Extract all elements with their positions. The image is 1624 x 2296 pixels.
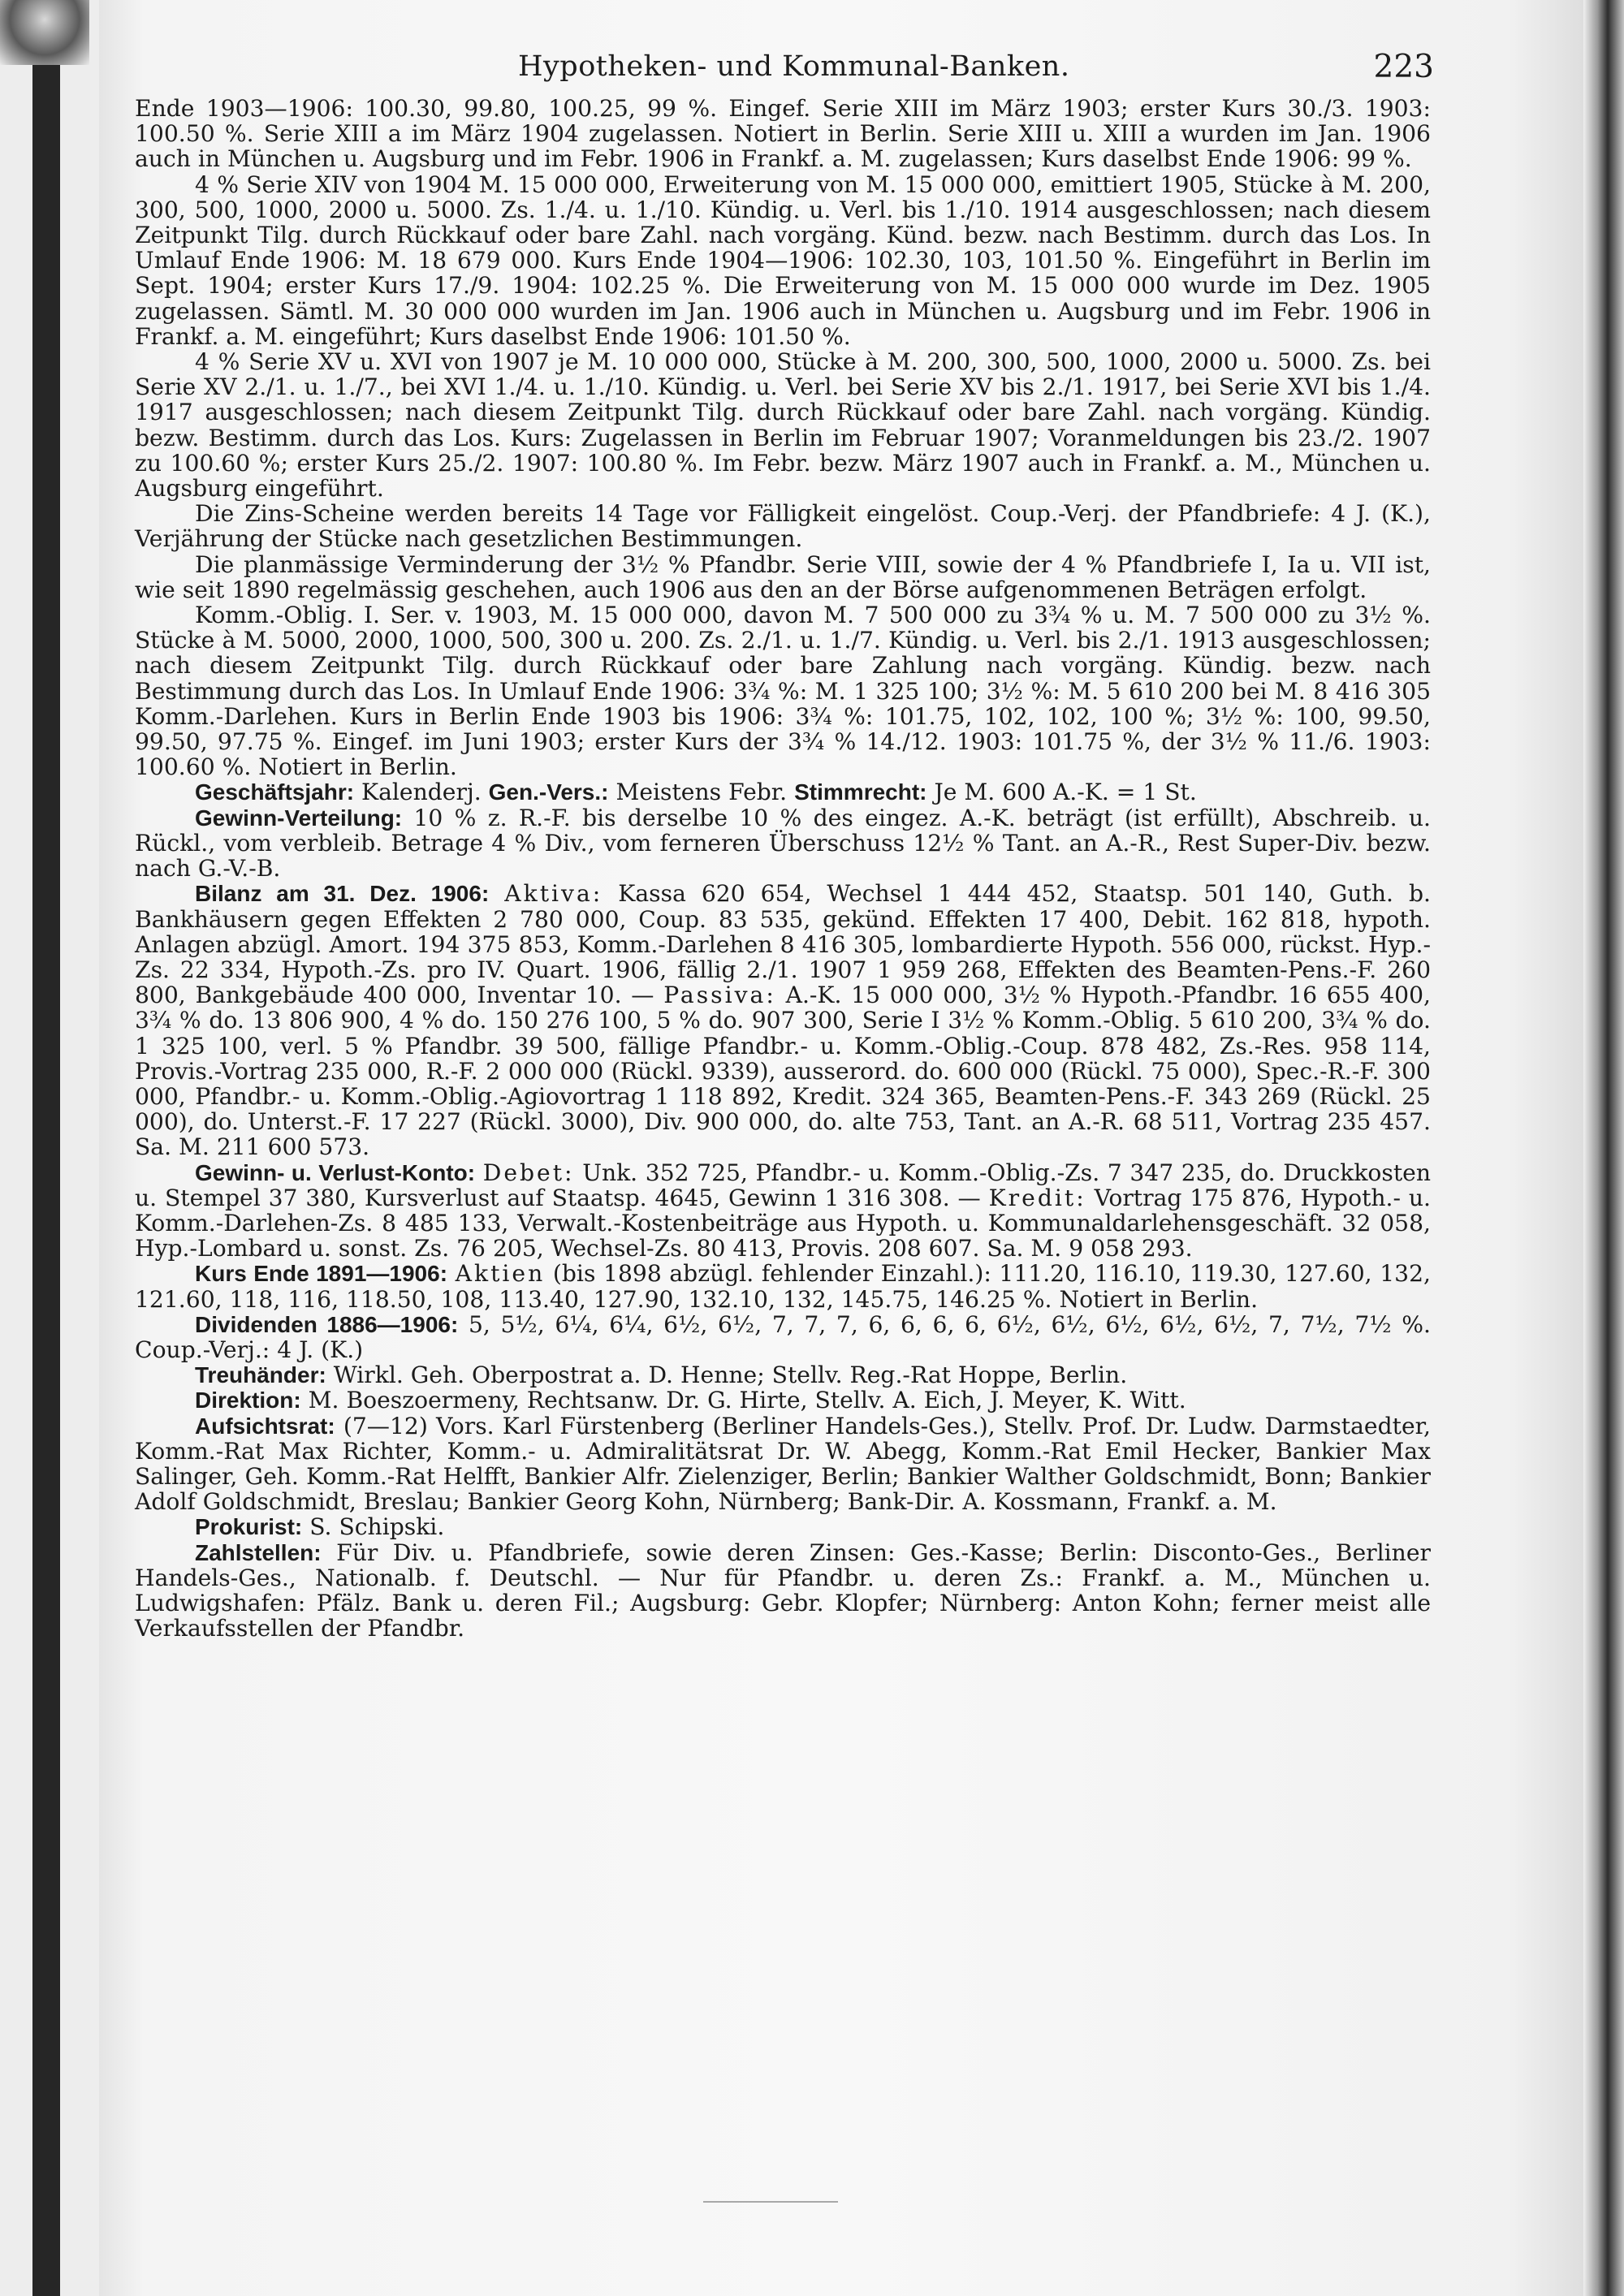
entry-direktion: [135, 1388, 1431, 1413]
entry-text: Kassa 620 654, Wechsel 1 444 452, Staatsp. 501 140, Guth. b. Bankhäusern gegen Effekten 2 780 000, Coup. 83 535, gekünd. Effekten 17 400, Debit. 162 818, hypoth. Anlagen abzügl. Amort. 194 375 853, Komm.-Darlehen 8 416 305, lombardierte Hypoth. 556 000, rückst. Hyp.-Zs. 22 334, Hypoth.-Zs. pro IV. Quart. 1906, fällig 2./1. 1907 1 959 268, Effekten des Beamten-Pens.-F. 260 800, Bankgebäude 400 000, Inventar 10. —: [135, 880, 1431, 1009]
entry-text: 10 % z. R.-F. bis derselbe 10 % des eingez. A.-K. beträgt (ist erfüllt), Abschreib. u. Rückl., vom verbleib. Betrage 4 % Div., vom ferneren Überschuss 12½ % Tant. an A.-R., Rest Super-Div. bezw. nach G.-V.-B.: [135, 804, 1431, 883]
footer-rule: [703, 2201, 838, 2203]
entry-text: Je M. 600 A.-K. = 1 St.: [934, 779, 1197, 806]
entry-sublabel: Kredit:: [988, 1184, 1086, 1211]
entry-text: Meistens Febr.: [615, 779, 788, 806]
entry-sublabel: Aktien: [455, 1260, 546, 1288]
running-title: Hypotheken- und Kommunal-Banken.: [518, 50, 1070, 83]
scan-right-edge: [1583, 0, 1624, 2296]
entry-label: Zahlstellen:: [195, 1539, 322, 1565]
entry-text: M. Boeszoermeny, Rechtsanw. Dr. G. Hirte, Stellv. A. Eich, J. Meyer, K. Witt.: [308, 1387, 1186, 1414]
entry-sublabel: Passiva:: [663, 982, 776, 1009]
paragraph-verminderung: Die planmässige Verminderung der 3½ % Pfandbr. Serie VIII, sowie der 4 % Pfandbriefe I, Ia u. VII ist, wie seit 1890 regelmässig geschehen, auch 1906 aus den an der Börse aufgenommenen Beträgen erfolgt.: [135, 550, 1431, 603]
entry-text: Unk. 352 725, Pfandbr.- u. Komm.-Oblig.-Zs. 7 347 235, do. Druckkosten u. Stempel 37 380, Kursverlust auf Staatsp. 4645, Gewinn 1 316 308. —: [135, 1159, 1431, 1211]
entry-label: Gen.-Vers.:: [488, 779, 609, 805]
entry-label: Aufsichtsrat:: [195, 1413, 335, 1439]
entry-zahlstellen: [135, 1540, 1431, 1642]
page-header: [135, 45, 1434, 86]
entry-text: (7—12) Vors. Karl Fürstenberg (Berliner Handels-Ges.), Stellv. Prof. Dr. Ludw. Darmstaedter, Komm.-Rat Max Richter, Komm.- u. Admiralitätsrat Dr. W. Abegg, Komm.-Rat Emil Hecker, Bankier Max Salinger, Geh. Komm.-Rat Helfft, Bankier Alfr. Zielenziger, Berlin; Bankier Walther Goldschmidt, Bonn; Bankier Adolf Goldschmidt, Breslau; Bankier Georg Kohn, Nürnberg; Bank-Dir. A. Kossmann, Frankf. a. M.: [135, 1412, 1431, 1516]
page-number: 223: [1373, 49, 1434, 85]
entry-bilanz: [135, 881, 1431, 1159]
entry-aufsichtsrat: [135, 1413, 1431, 1515]
paragraph-serie-xiii: Ende 1903—1906: 100.30, 99.80, 100.25, 99 %. Eingef. Serie XIII im März 1903; erster Kurs 30./3. 1903: 100.50 %. Serie XIII a im März 1904 zugelassen. Notiert in Berlin. Serie XIII u. XIII a wurden im Jan. 1906 auch in München u. Augsburg und im Febr. 1906 in Frankf. a. M. zugelassen; Kurs daselbst Ende 1906: 99 %.: [135, 95, 1431, 173]
entry-text: Kalenderj.: [361, 779, 482, 806]
entry-text: (bis 1898 abzügl. fehlender Einzahl.): 111.20, 116.10, 119.30, 127.60, 132, 121.60, 118, 116, 118.50, 108, 113.40, 127.90, 132.10, 132, 145.75, 146.25 %. Notiert in Berlin.: [135, 1260, 1431, 1313]
page-body: [135, 96, 1431, 1641]
entry-label: Stimmrecht:: [794, 779, 927, 805]
entry-label: Direktion:: [195, 1388, 301, 1413]
entry-gewinn-verteilung: [135, 805, 1431, 882]
entry-dividenden: [135, 1312, 1431, 1362]
entry-label: Prokurist:: [195, 1514, 303, 1540]
paragraph-serie-xv-xvi: 4 % Serie XV u. XVI von 1907 je M. 10 000 000, Stücke à M. 200, 300, 500, 1000, 2000 u. 5000. Zs. bei Serie XV 2./1. u. 1./7., bei XVI 1./4. u. 1./10. Kündig. u. Verl. bei Serie XV bis 2./1. 1917, bei Serie XVI bis 1./4. 1917 ausgeschlossen; nach diesem Zeitpunkt Tilg. durch Rückkauf oder bare Zahl. nach vorgäng. Kündig. bezw. Bestimm. durch das Los. Kurs: Zugelassen in Berlin im Februar 1907; Voranmeldungen bis 23./2. 1907 zu 100.60 %; erster Kurs 25./2. 1907: 100.80 %. Im Febr. bezw. März 1907 auch in Frankf. a. M., München u. Augsburg eingeführt.: [135, 348, 1431, 503]
paragraph-zins-scheine: Die Zins-Scheine werden bereits 14 Tage vor Fälligkeit eingelöst. Coup.-Verj. der Pfandbriefe: 4 J. (K.), Verjährung der Stücke nach gesetzlichen Bestimmungen.: [135, 500, 1431, 553]
entry-gewinn-verlust-konto: [135, 1160, 1431, 1262]
entry-text: Für Div. u. Pfandbriefe, sowie deren Zinsen: Ges.-Kasse; Berlin: Disconto-Ges., Berliner Handels-Ges., Nationalb. f. Deutschl. — Nur für Pfandbr. u. deren Zs.: Frankf. a. M., München u. Ludwigshafen: Pfälz. Bank u. deren Fil.; Augsburg: Gebr. Klopfer; Nürnberg: Anton Kohn; ferner meist alle Verkaufsstellen der Pfandbr.: [135, 1539, 1431, 1642]
entry-label: Bilanz am 31. Dez. 1906:: [195, 881, 490, 907]
paragraph-serie-xiv: 4 % Serie XIV von 1904 M. 15 000 000, Erweiterung von M. 15 000 000, emittiert 1905, Stücke à M. 200, 300, 500, 1000, 2000 u. 5000. Zs. 1./4. u. 1./10. Kündig. u. Verl. bis 1./10. 1914 ausgeschlossen; nach diesem Zeitpunkt Tilg. durch Rückkauf oder bare Zahl. nach vorgäng. Künd. bezw. nach Bestimm. durch das Los. In Umlauf Ende 1906: M. 18 679 000. Kurs Ende 1904—1906: 102.30, 103, 101.50 %. Eingeführt in Berlin im Sept. 1904; erster Kurs 17./9. 1904: 102.25 %. Die Erweiterung von M. 15 000 000 wurde im Dez. 1905 zugelassen. Sämtl. M. 30 000 000 wurden im Jan. 1906 auch in München u. Augsburg und im Febr. 1906 in Frankf. a. M. eingeführt; Kurs daselbst Ende 1906: 101.50 %.: [135, 170, 1431, 350]
paragraph-komm-oblig: Komm.-Oblig. I. Ser. v. 1903, M. 15 000 000, davon M. 7 500 000 zu 3¾ % u. M. 7 500 000 zu 3½ %. Stücke à M. 5000, 2000, 1000, 500, 300 u. 200. Zs. 2./1. u. 1./7. Kündig. u. Verl. bis 2./1. 1913 ausgeschlossen; nach diesem Zeitpunkt Tilg. durch Rückkauf oder bare Zahlung nach vorgäng. Kündig. bezw. nach Bestimmung durch das Los. In Umlauf Ende 1906: 3¾ %: M. 1 325 100; 3½ %: M. 5 610 200 bei M. 8 416 305 Komm.-Darlehen. Kurs in Berlin Ende 1903 bis 1906: 3¾ %: 101.75, 102, 102, 100 %; 3½ %: 100, 99.50, 99.50, 97.75 %. Eingef. im Juni 1903; erster Kurs der 3¾ % 14./12. 1903: 101.75 %, der 3½ % 11./6. 1903: 100.60 %. Notiert in Berlin.: [135, 602, 1431, 781]
entry-text: Wirkl. Geh. Oberpostrat a. D. Henne; Stellv. Reg.-Rat Hoppe, Berlin.: [333, 1362, 1128, 1389]
binding-thread: [0, 0, 89, 65]
entry-label: Gewinn-Verteilung:: [195, 805, 403, 831]
entry-kurs: [135, 1261, 1431, 1311]
entry-treuhaender: [135, 1362, 1431, 1388]
entry-sublabel: Aktiva:: [504, 880, 603, 908]
entry-prokurist: [135, 1514, 1431, 1539]
entry-geschaeftsjahr: [135, 779, 1431, 805]
entry-label: Dividenden 1886—1906:: [195, 1311, 459, 1337]
entry-label: Geschäftsjahr:: [195, 779, 355, 805]
entry-label: Gewinn- u. Verlust-Konto:: [195, 1159, 476, 1185]
entry-text: 5, 5½, 6¼, 6¼, 6½, 6½, 7, 7, 7, 6, 6, 6, 6, 6½, 6½, 6½, 6½, 6½, 7, 7½, 7½ %. Coup.-Verj.: 4 J. (K.): [135, 1310, 1432, 1363]
entry-text: A.-K. 15 000 000, 3½ % Hypoth.-Pfandbr. 16 655 400, 3¾ % do. 13 806 900, 4 % do. 150 276 100, 5 % do. 907 300, Serie I 3½ % Komm.-Oblig. 5 610 200, 3¾ % do. 1 325 100, verl. 5 % Pfandbr. 39 500, fällige Pfandbr.- u. Komm.-Oblig.-Coup. 878 482, Zs.-Res. 958 114, Provis.-Vortrag 235 000, R.-F. 2 000 000 (Rückl. 9339), ausserord. do. 600 000 (Rückl. 75 000), Spec.-R.-F. 300 000, Pfandbr.- u. Komm.-Oblig.-Agiovortrag 1 118 892, Kredit. 324 365, Beamten-Pens.-F. 343 269 (Rückl. 25 000), do. Unterst.-F. 17 227 (Rückl. 3000), Div. 900 000, do. alte 753, Tant. an A.-R. 68 511, Vortrag 235 457. Sa. M. 211 600 573.: [135, 982, 1431, 1161]
book-binding-edge: [32, 57, 60, 2296]
entry-text: S. Schipski.: [309, 1513, 445, 1541]
entry-label: Treuhänder:: [195, 1362, 326, 1388]
entry-label: Kurs Ende 1891—1906:: [195, 1261, 448, 1287]
entry-sublabel: Debet:: [482, 1159, 575, 1186]
entry-text: Vortrag 175 876, Hypoth.- u. Komm.-Darlehen-Zs. 8 485 133, Verwalt.-Kostenbeiträge aus Hypoth. u. Kommunaldarlehensgeschäft. 32 058, Hyp.-Lombard u. sonst. Zs. 76 205, Wechsel-Zs. 80 413, Provis. 208 607. Sa. M. 9 058 293.: [135, 1184, 1431, 1262]
